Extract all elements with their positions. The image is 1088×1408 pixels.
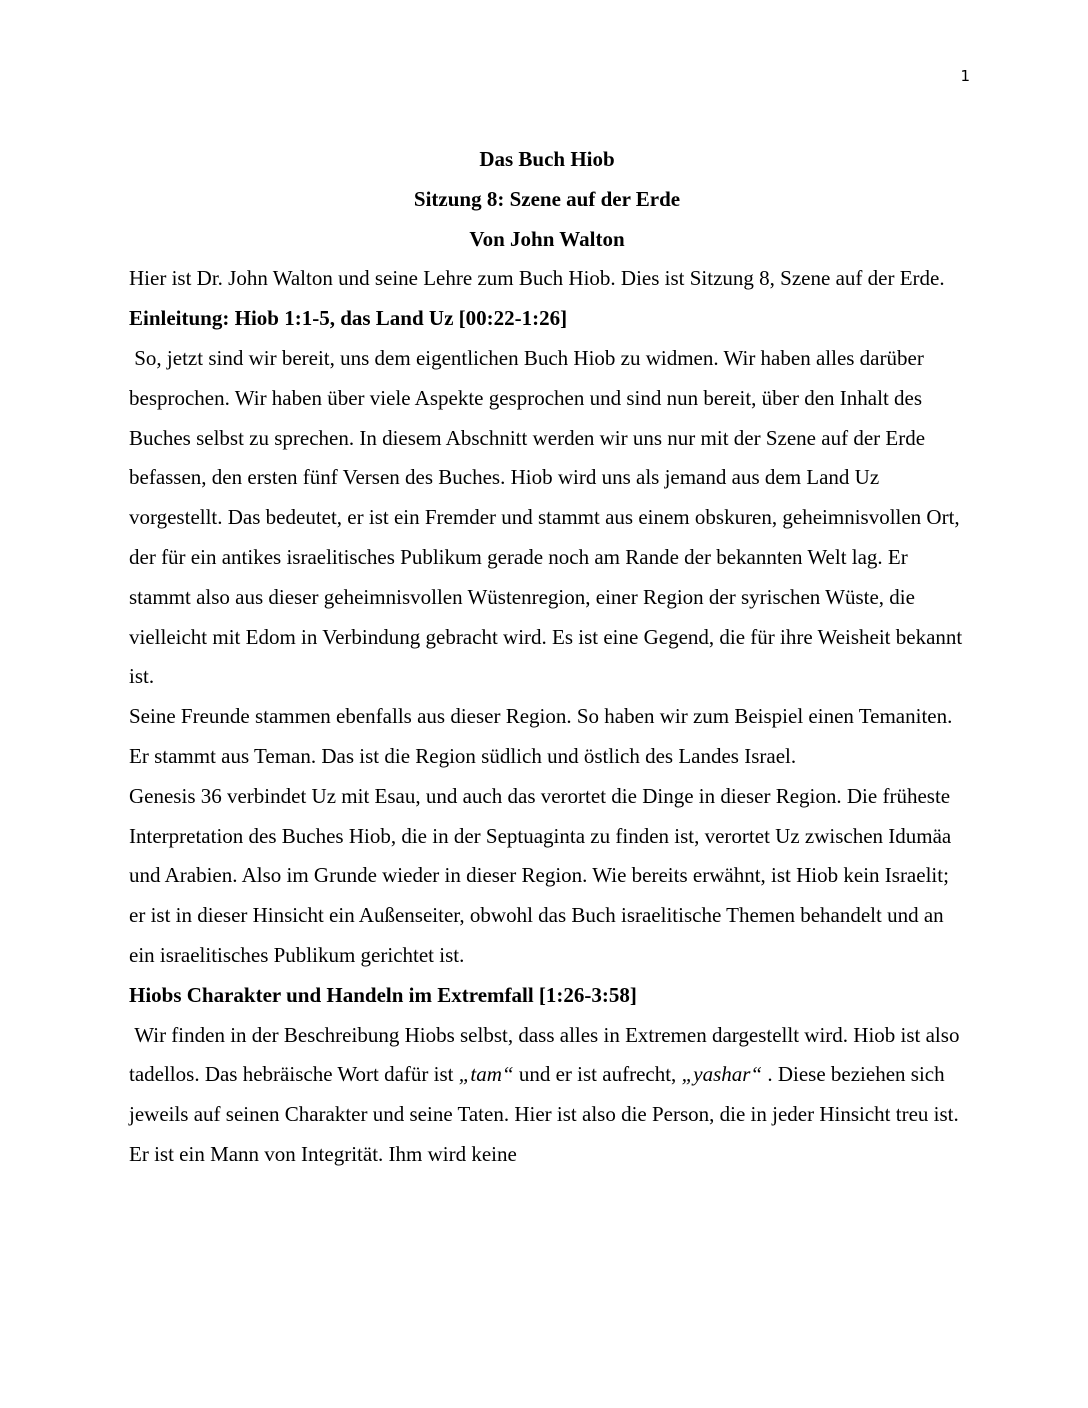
hebrew-term-tam: „tam“ — [458, 1062, 514, 1087]
paragraph-friends: Seine Freunde stammen ebenfalls aus dieser Region. So haben wir zum Beispiel einen Temaniten. Er stammt aus Teman. Das ist die Region südlich und östlich des Landes Israel. — [129, 704, 958, 768]
page-number: 1 — [960, 67, 970, 85]
document-title: Das Buch Hiob — [479, 147, 615, 171]
hebrew-term-yashar: „yashar“ — [681, 1062, 763, 1087]
section-heading-introduction: Einleitung: Hiob 1:1-5, das Land Uz [00:22-1:26] — [129, 306, 568, 331]
intro-paragraph: Hier ist Dr. John Walton und seine Lehre zum Buch Hiob. Dies ist Sitzung 8, Szene auf der Erde. — [129, 266, 945, 291]
paragraph-character-text-3: . Diese beziehen sich jeweils auf seinen Charakter und seine Taten. Hier ist also die Person, die in jeder Hinsicht treu ist. Er ist ein Mann von Integrität. Ihm wird keine — [129, 1062, 965, 1166]
paragraph-character-text-1: Wir finden in der Beschreibung Hiobs selbst, dass alles in Extremen dargestellt wird. Hiob ist also tadellos. Das hebräische Wort dafür ist — [129, 1022, 965, 1087]
paragraph-character-text-2: und er ist aufrecht, — [513, 1062, 682, 1087]
paragraph-genesis: Genesis 36 verbindet Uz mit Esau, und auch das verortet die Dinge in dieser Region. Die früheste Interpretation des Buches Hiob, die in der Septuaginta zu finden ist, verortet Uz zwischen Idumäa und Arabien. Also im Grunde wieder in dieser Region. Wie bereits erwähnt, ist Hiob kein Israelit; er ist in dieser Hinsicht ein Außenseiter, obwohl das Buch israelitische Themen behandelt und an ein israelitisches Publikum gerichtet ist. — [129, 783, 957, 967]
document-subtitle: Sitzung 8: Szene auf der Erde — [413, 186, 681, 211]
document-body — [129, 140, 968, 1175]
paragraph-land-uz: So, jetzt sind wir bereit, uns dem eigentlichen Buch Hiob zu widmen. Wir haben alles darüber besprochen. Wir haben über viele Aspekte gesprochen und sind nun bereit, über den Inhalt des Buches selbst zu sprechen. In diesem Abschnitt werden wir uns nur mit der Szene auf der Erde befassen, den ersten fünf Versen des Buches. Hiob wird uns als jemand aus dem Land Uz vorgestellt. Das bedeutet, er ist ein Fremder und stammt aus einem obskuren, geheimnisvollen Ort, der für ein antikes israelitisches Publikum gerade noch am Rande der bekannten Welt lag. Er stammt also aus dieser geheimnisvollen Wüstenregion, einer Region der syrischen Wüste, die vielleicht mit Edom in Verbindung gebracht wird. Es ist eine Gegend, die für ihre Weisheit bekannt ist. — [129, 345, 968, 689]
paragraph-character — [129, 1016, 965, 1175]
document-author: Von John Walton — [469, 226, 625, 251]
section-heading-character: Hiobs Charakter und Handeln im Extremfall [1:26-3:58] — [129, 982, 637, 1007]
